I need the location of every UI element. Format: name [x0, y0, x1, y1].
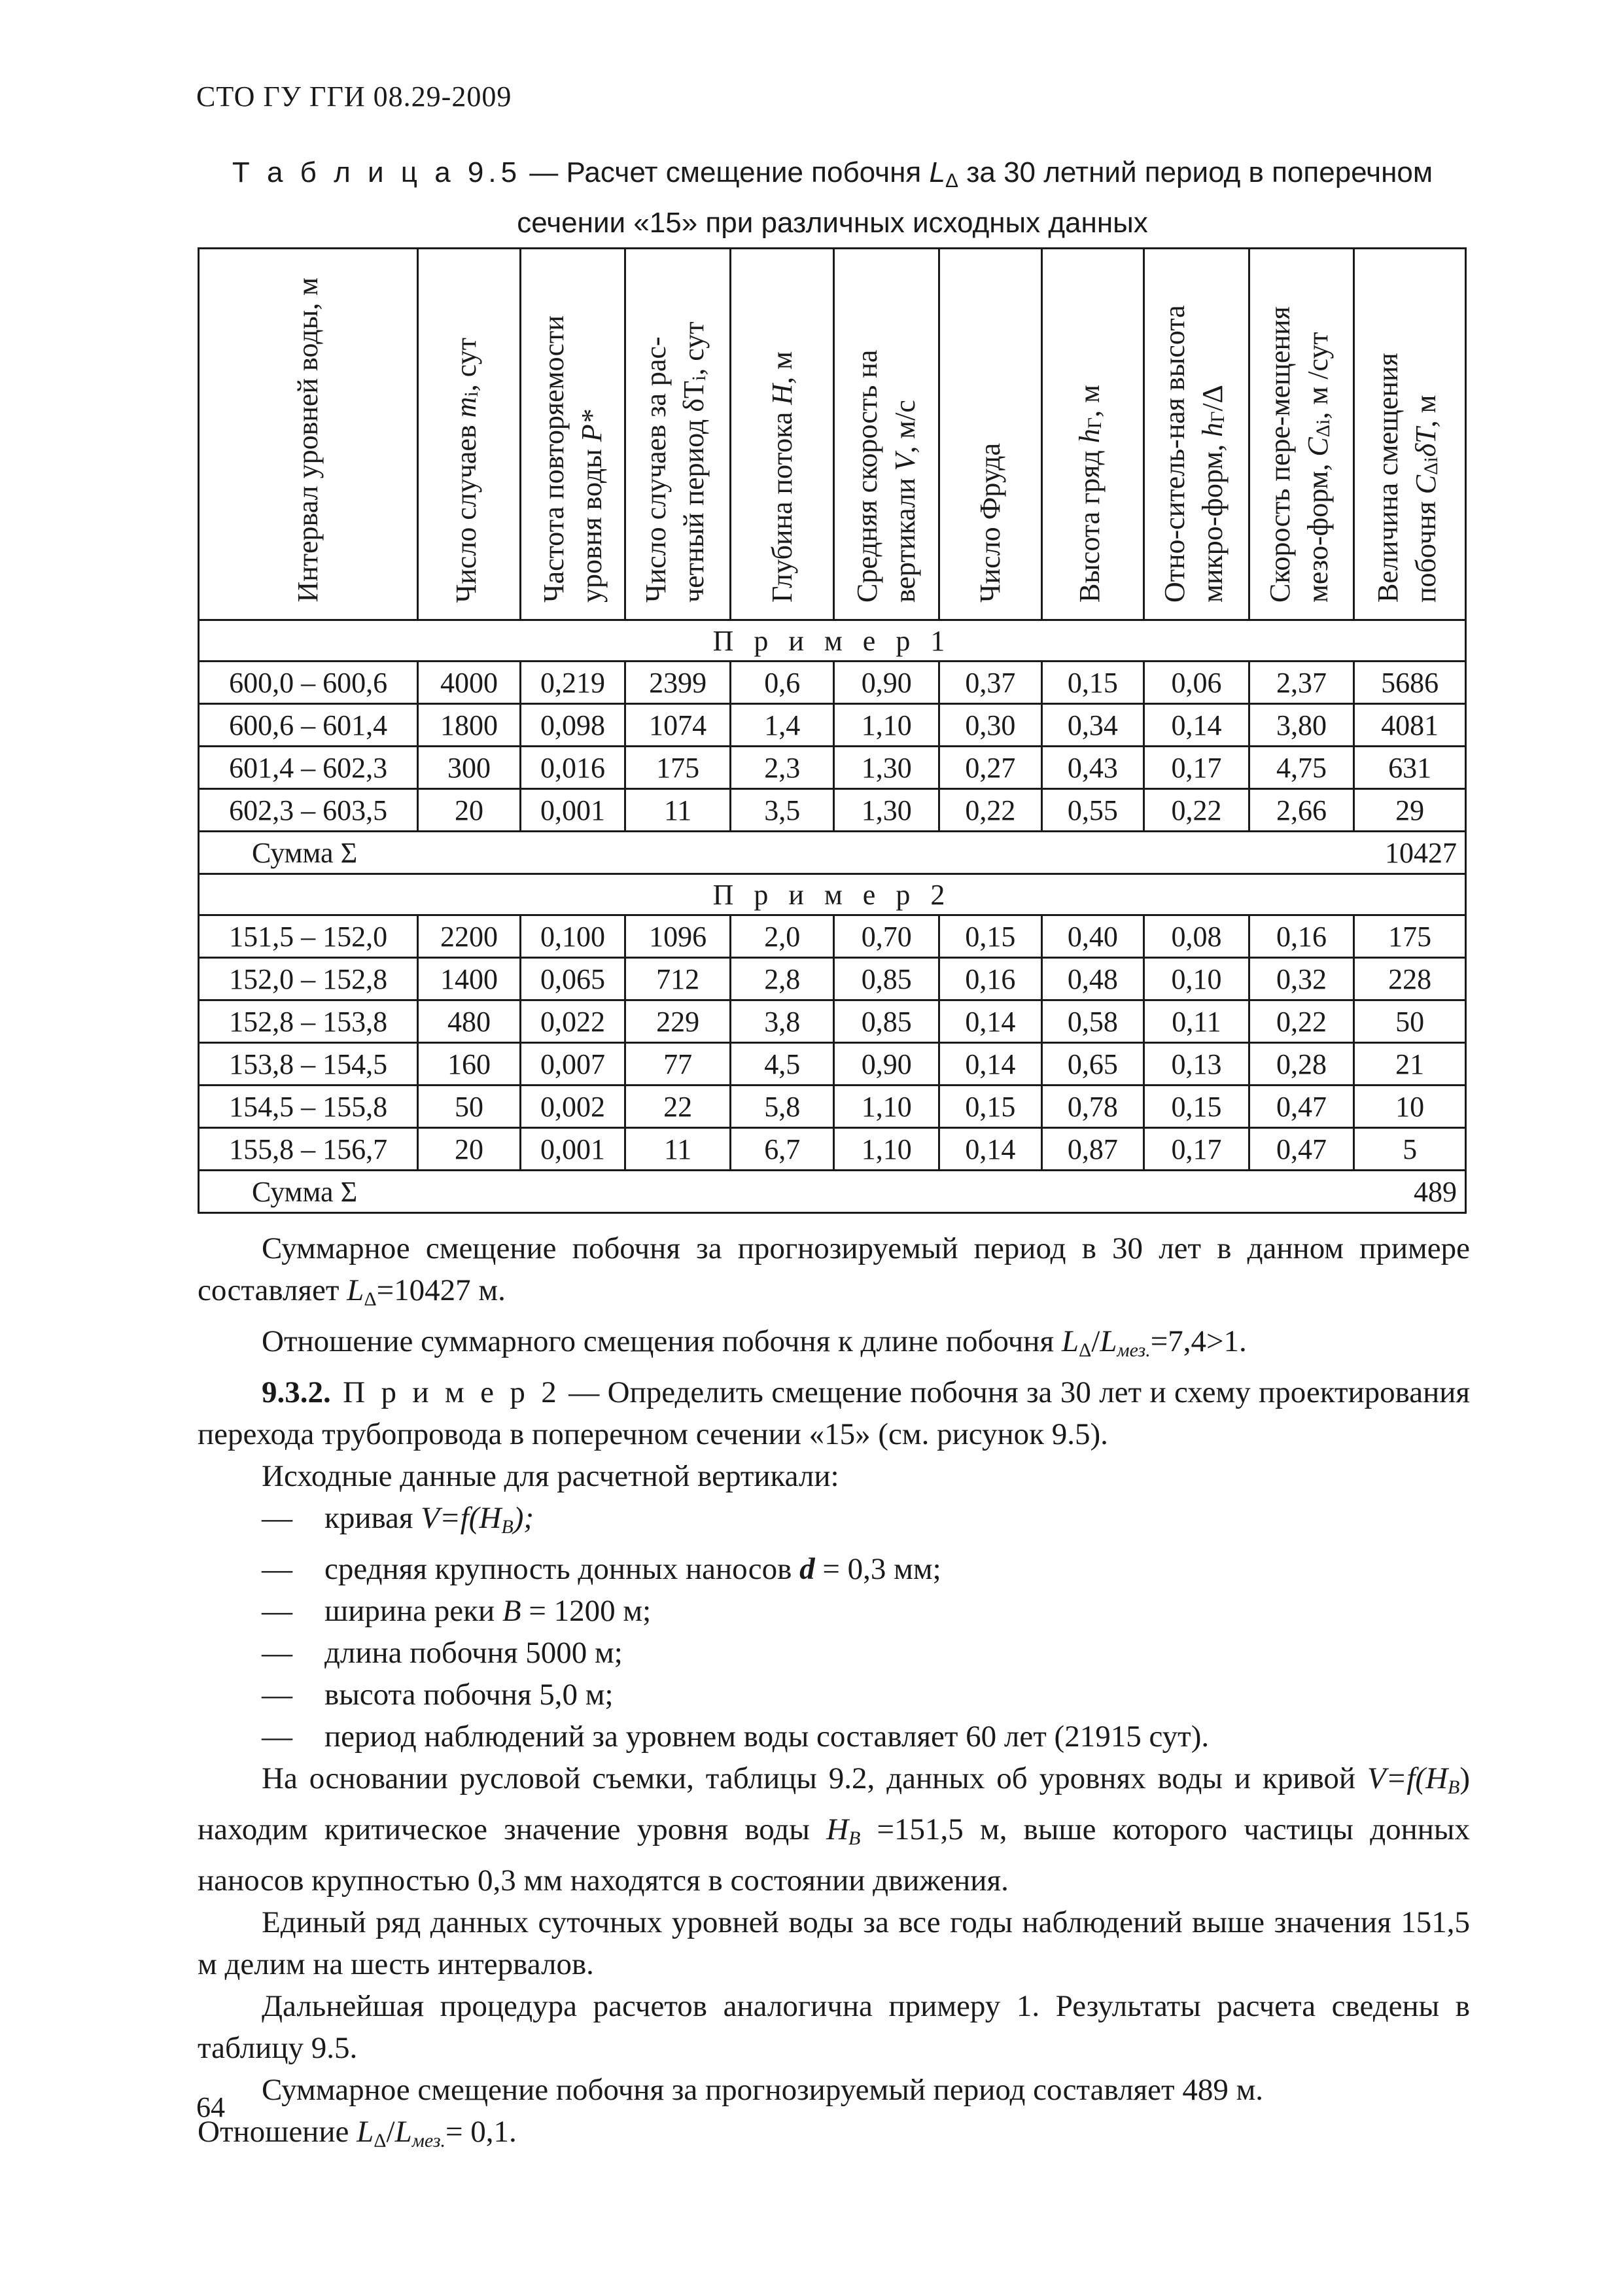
table-cell: 0,14: [939, 1128, 1042, 1171]
caption-text-a: — Расчет смещение побочня: [521, 156, 930, 188]
paragraph-intervals: Единый ряд данных суточных уровней воды за все годы наблюдений выше значения 151,5 м делим на шесть интервалов.: [198, 1905, 1470, 1981]
table-cell: 2,66: [1249, 789, 1354, 832]
table-cell: 0,15: [1041, 662, 1144, 704]
table-cell: 11: [625, 789, 731, 832]
table-cell: 50: [1354, 1000, 1466, 1043]
table-row: [199, 1086, 1466, 1128]
table-cell: 4,5: [730, 1043, 834, 1086]
list-item-sediment: — средняя крупность донных наносов d = 0,3 мм;: [262, 1552, 941, 1586]
caption-prefix: Т а б л и ц а 9.5: [232, 156, 522, 188]
list-item-bar-length: — длина побочня 5000 м;: [262, 1636, 623, 1670]
table-cell: 0,10: [1144, 958, 1249, 1000]
table-cell: 0,219: [520, 662, 625, 704]
caption-text-b: за 30 летний период в поперечном: [958, 156, 1433, 188]
list-item-observation-period: — период наблюдений за уровнем воды составляет 60 лет (21915 сут).: [262, 1720, 1210, 1754]
sum2-value: 489: [1354, 1171, 1466, 1213]
table-cell: 2399: [625, 662, 731, 704]
table-cell: 153,8 – 154,5: [199, 1043, 418, 1086]
table-row: [199, 662, 1466, 704]
table-cell: 0,14: [1144, 704, 1249, 747]
table-cell: 601,4 – 602,3: [199, 747, 418, 789]
table-cell: 0,90: [834, 1043, 939, 1086]
paragraph-input-data: Исходные данные для расчетной вертикали:: [262, 1459, 839, 1493]
table-cell: 0,001: [520, 789, 625, 832]
table-cell: 0,43: [1041, 747, 1144, 789]
table-cell: 631: [1354, 747, 1466, 789]
table-cell: 0,22: [1249, 1000, 1354, 1043]
header-flow-depth: Глубина потока H, м: [730, 249, 834, 620]
table-cell: 0,22: [1144, 789, 1249, 832]
table-cell: 154,5 – 155,8: [199, 1086, 418, 1128]
table-cell: 0,48: [1041, 958, 1144, 1000]
table-cell: 0,47: [1249, 1128, 1354, 1171]
table-cell: 5: [1354, 1128, 1466, 1171]
table-cell: 2,0: [730, 915, 834, 958]
table-cell: 0,022: [520, 1000, 625, 1043]
table-cell: 1074: [625, 704, 731, 747]
table-cell: 0,14: [939, 1000, 1042, 1043]
table-cell: 2,3: [730, 747, 834, 789]
table-cell: 0,098: [520, 704, 625, 747]
table-cell: 0,27: [939, 747, 1042, 789]
table-cell: 3,80: [1249, 704, 1354, 747]
example2-section-row: [199, 874, 1466, 915]
table-cell: 0,55: [1041, 789, 1144, 832]
table-cell: 480: [418, 1000, 521, 1043]
table-cell: 4000: [418, 662, 521, 704]
header-relative-height: Отно-ситель-ная высота микро-форм, $h_Г/\Delta$: [1144, 249, 1249, 620]
table-caption: [196, 152, 1469, 244]
table-cell: 151,5 – 152,0: [199, 915, 418, 958]
table-cell: 0,16: [939, 958, 1042, 1000]
table-cell: 0,85: [834, 1000, 939, 1043]
table-cell: 0,85: [834, 958, 939, 1000]
table-cell: 11: [625, 1128, 731, 1171]
header-cases-period: Число случаев за рас-четный период $\delta T_i$, сут: [625, 249, 731, 620]
sum2-row: [199, 1171, 1466, 1213]
table-cell: 29: [1354, 789, 1466, 832]
sum1-value: 10427: [1354, 832, 1466, 874]
header-mesoform-speed: Скорость пере-мещения мезо-форм, $C_{\Delta i}$, м /сут: [1249, 249, 1354, 620]
example1-section-row: [199, 620, 1466, 662]
paragraph-critical-level: На основании русловой съемки, таблицы 9.2, данных об уровнях воды и кривой $V=f(H_B)$ находим критическое значение уровня воды $H_B =151,5$ м, выше которого частицы донных наносов крупностью 0,3 мм находятся в состоянии движения.: [198, 1761, 1470, 1898]
results-table: [198, 247, 1467, 1214]
table-row: [199, 704, 1466, 747]
table-cell: 2,37: [1249, 662, 1354, 704]
header-froude-number: Число Фруда: [939, 249, 1042, 620]
table-cell: 712: [625, 958, 731, 1000]
page-number: 64: [196, 2091, 225, 2123]
paragraph-example2: 9.3.2. П р и м е р 2 — Определить смещение побочня за 30 лет и схему проектирования перехода трубопровода в поперечном сечении «15» (см. рисунок 9.5).: [198, 1375, 1470, 1451]
table-cell: 0,65: [1041, 1043, 1144, 1086]
table-cell: 0,47: [1249, 1086, 1354, 1128]
table-cell: 228: [1354, 958, 1466, 1000]
table-cell: 0,78: [1041, 1086, 1144, 1128]
table-cell: 0,16: [1249, 915, 1354, 958]
table-cell: 22: [625, 1086, 731, 1128]
table-cell: 160: [418, 1043, 521, 1086]
table-cell: 0,002: [520, 1086, 625, 1128]
header-displacement: Величина смещения побочня $C_{\Delta i}\delta T$, м: [1354, 249, 1466, 620]
table-cell: 0,17: [1144, 747, 1249, 789]
table-cell: 10: [1354, 1086, 1466, 1128]
table-cell: 0,37: [939, 662, 1042, 704]
table-cell: 1,4: [730, 704, 834, 747]
table-cell: 4081: [1354, 704, 1466, 747]
table-cell: 0,001: [520, 1128, 625, 1171]
table-cell: 21: [1354, 1043, 1466, 1086]
table-cell: 1,30: [834, 747, 939, 789]
list-item-curve: — кривая $V=f(H_B)$;: [262, 1501, 534, 1538]
sum2-label: Сумма Σ: [199, 1171, 521, 1213]
table-cell: 0,14: [939, 1043, 1042, 1086]
table-cell: 0,007: [520, 1043, 625, 1086]
paragraph-procedure: Дальнейшая процедура расчетов аналогична примеру 1. Результаты расчета сведены в таблицу 9.5.: [198, 1989, 1470, 2065]
table-cell: 0,08: [1144, 915, 1249, 958]
table-cell: 1400: [418, 958, 521, 1000]
table-cell: 0,34: [1041, 704, 1144, 747]
table-row: [199, 1000, 1466, 1043]
header-ridge-height: Высота гряд $h_Г$, м: [1041, 249, 1144, 620]
example2-label: П р и м е р 2: [199, 874, 1466, 915]
example1-rows: [199, 662, 1466, 832]
table-header-row: [199, 249, 1466, 620]
table-cell: 600,6 – 601,4: [199, 704, 418, 747]
table-cell: 0,15: [939, 1086, 1042, 1128]
table-cell: 602,3 – 603,5: [199, 789, 418, 832]
table-cell: 152,0 – 152,8: [199, 958, 418, 1000]
table-cell: 0,06: [1144, 662, 1249, 704]
table-cell: 229: [625, 1000, 731, 1043]
example1-label: П р и м е р 1: [199, 620, 1466, 662]
header-water-level-interval: Интервал уровней воды, м: [199, 249, 418, 620]
table-row: [199, 1128, 1466, 1171]
table-cell: 2,8: [730, 958, 834, 1000]
table-cell: 4,75: [1249, 747, 1354, 789]
table-cell: 20: [418, 789, 521, 832]
sum1-row: [199, 832, 1466, 874]
table-cell: 5,8: [730, 1086, 834, 1128]
table-cell: 0,15: [1144, 1086, 1249, 1128]
paragraph-total-489: Суммарное смещение побочня за прогнозируемый период составляет 489 м.: [262, 2073, 1264, 2107]
table-cell: 1,10: [834, 1086, 939, 1128]
table-cell: 50: [418, 1086, 521, 1128]
paragraph-ratio-2: Отношение $L_\Delta/L_{мез.}= 0,1$.: [198, 2115, 517, 2151]
table-cell: 0,13: [1144, 1043, 1249, 1086]
paragraph-total-displacement: Суммарное смещение побочня за прогнозируемый период в 30 лет в данном примере составляет $L_\Delta=10427$ м.: [198, 1231, 1470, 1310]
table-cell: 600,0 – 600,6: [199, 662, 418, 704]
paragraph-ratio: Отношение суммарного смещения побочня к длине побочня $L_\Delta/L_{мез.}=7,4>1$.: [262, 1324, 1247, 1361]
table-cell: 0,70: [834, 915, 939, 958]
table-cell: 1,10: [834, 704, 939, 747]
table-cell: 0,28: [1249, 1043, 1354, 1086]
table-row: [199, 789, 1466, 832]
table-cell: 0,11: [1144, 1000, 1249, 1043]
table-cell: 1096: [625, 915, 731, 958]
table-cell: 5686: [1354, 662, 1466, 704]
table-cell: 0,40: [1041, 915, 1144, 958]
table-cell: 1,10: [834, 1128, 939, 1171]
table-cell: 0,22: [939, 789, 1042, 832]
caption-line2: сечении «15» при различных исходных данных: [517, 207, 1148, 239]
table-cell: 20: [418, 1128, 521, 1171]
table-cell: 1,30: [834, 789, 939, 832]
header-case-count: Число случаев $m_i$, сут: [418, 249, 521, 620]
table-cell: 0,58: [1041, 1000, 1144, 1043]
table-cell: 0,065: [520, 958, 625, 1000]
table-cell: 0,87: [1041, 1128, 1144, 1171]
table-cell: 1800: [418, 704, 521, 747]
table-cell: 300: [418, 747, 521, 789]
table-cell: 3,5: [730, 789, 834, 832]
list-item-river-width: — ширина реки B = 1200 м;: [262, 1594, 652, 1628]
table-cell: 0,30: [939, 704, 1042, 747]
list-item-bar-height: — высота побочня 5,0 м;: [262, 1678, 614, 1712]
example2-rows: [199, 915, 1466, 1171]
table-cell: 0,15: [939, 915, 1042, 958]
header-mean-velocity: Средняя скорость на вертикали V, м/с: [834, 249, 939, 620]
table-cell: 155,8 – 156,7: [199, 1128, 418, 1171]
table-cell: 0,6: [730, 662, 834, 704]
caption-symbol: L: [929, 156, 945, 188]
header-frequency: Частота повторяемости уровня воды P*: [520, 249, 625, 620]
table-cell: 6,7: [730, 1128, 834, 1171]
table-cell: 0,17: [1144, 1128, 1249, 1171]
table-cell: 175: [625, 747, 731, 789]
table-cell: 0,32: [1249, 958, 1354, 1000]
table-cell: 175: [1354, 915, 1466, 958]
document-code: СТО ГУ ГГИ 08.29-2009: [196, 80, 512, 113]
table-cell: 3,8: [730, 1000, 834, 1043]
table-row: [199, 1043, 1466, 1086]
table-row: [199, 747, 1466, 789]
table-cell: 77: [625, 1043, 731, 1086]
table-cell: 152,8 – 153,8: [199, 1000, 418, 1043]
table-cell: 0,90: [834, 662, 939, 704]
table-cell: 2200: [418, 915, 521, 958]
table-cell: 0,016: [520, 747, 625, 789]
caption-symbol-sub: Δ: [945, 170, 958, 192]
table-row: [199, 958, 1466, 1000]
table-cell: 0,100: [520, 915, 625, 958]
body-text: [198, 1227, 1470, 2162]
table-row: [199, 915, 1466, 958]
sum1-label: Сумма Σ: [199, 832, 521, 874]
